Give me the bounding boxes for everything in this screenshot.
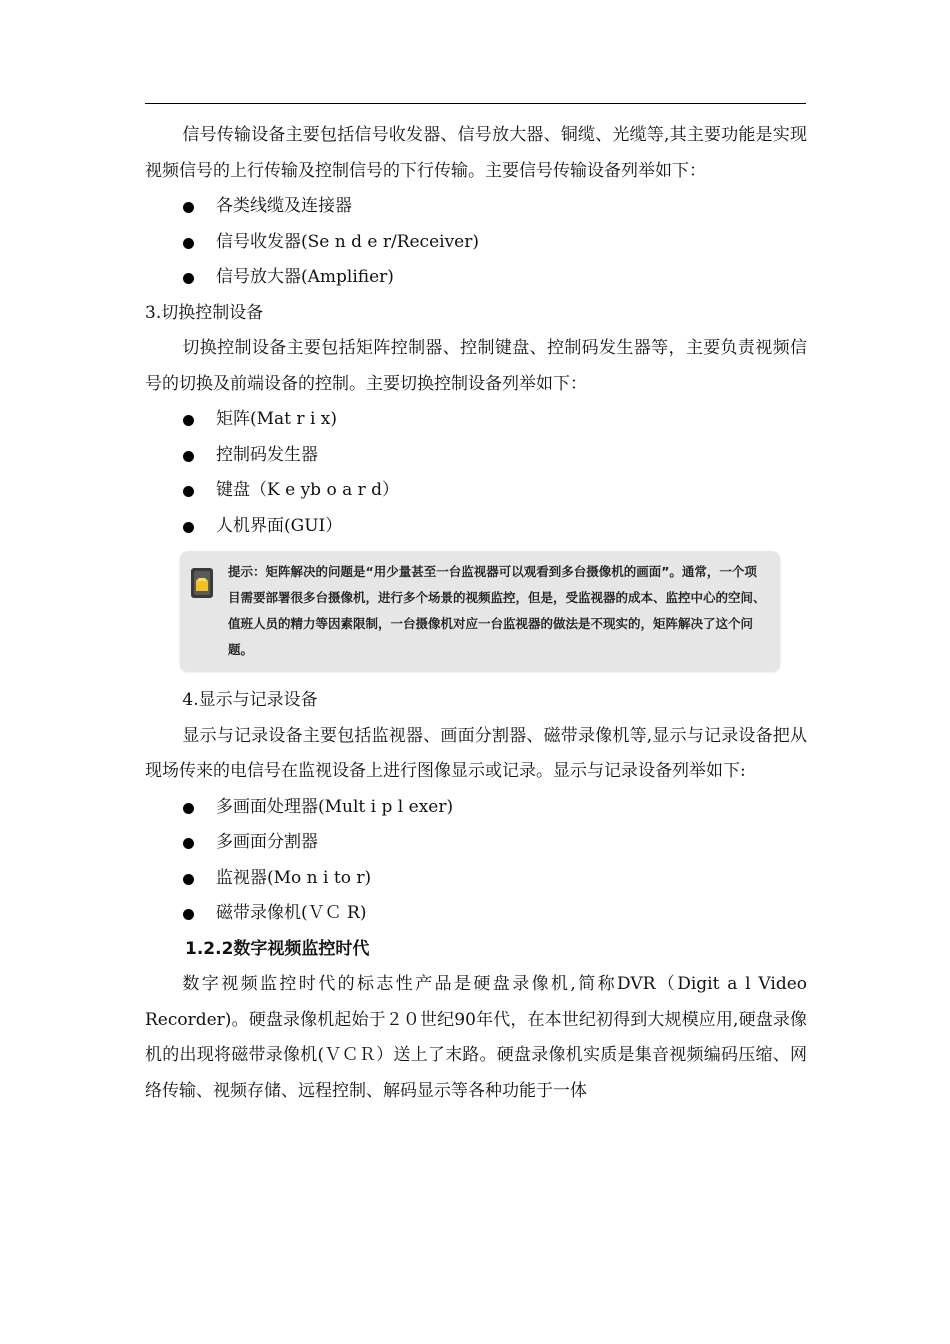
list-item: 控制码发生器 (145, 438, 807, 474)
bullet-icon (183, 522, 194, 533)
tip-note-icon (190, 567, 214, 599)
bullet-icon (183, 451, 194, 462)
section-122-heading: 1.2.2数字视频监控时代 (185, 938, 370, 959)
header-rule (145, 103, 806, 104)
list-item: 磁带录像机(ＶＣ R) (145, 896, 807, 932)
section-122-paragraph: 数字视频监控时代的标志性产品是硬盘录像机,简称DVR（Digit a l Video Recorder)。硬盘录像机起始于２０世纪90年代，在本世纪初得到大规模应用,硬盘录像机的出现将磁带录像机(ＶＣＲ）送上了末路。硬盘录像机实质是集音视频编码压缩、网络传输、视频存储、远程控制、解码显示等各种功能于一体 (145, 974, 807, 1101)
section3-heading: 3.切换控制设备 (145, 302, 264, 323)
list-item: 键盘（K e yb o a r d） (145, 473, 807, 509)
tip-box (180, 551, 780, 671)
list-item: 人机界面(GUI） (145, 509, 807, 545)
section4-paragraph: 显示与记录设备主要包括监视器、画面分割器、磁带录像机等,显示与记录设备把从现场传来的电信号在监视设备上进行图像显示或记录。显示与记录设备列举如下: (145, 725, 807, 781)
transmission-list (145, 189, 807, 296)
bullet-icon (183, 238, 194, 249)
bullet-icon (183, 415, 194, 426)
display-record-list (145, 790, 807, 932)
list-item: 各类线缆及连接器 (145, 189, 807, 225)
intro-paragraph: 信号传输设备主要包括信号收发器、信号放大器、铜缆、光缆等,其主要功能是实现视频信号的上行传输及控制信号的下行传输。主要信号传输设备列举如下： (145, 125, 807, 181)
switch-control-list (145, 402, 807, 544)
bullet-icon (183, 838, 194, 849)
list-item: 多画面处理器(Mult i p l exer) (145, 790, 807, 826)
list-item: 信号收发器(Se n d e r/Receiver) (145, 225, 807, 261)
bullet-icon (183, 486, 194, 497)
section4-heading: 4.显示与记录设备 (182, 690, 318, 710)
bullet-icon (183, 202, 194, 213)
list-item: 信号放大器(Amplifier) (145, 260, 807, 296)
list-item: 多画面分割器 (145, 825, 807, 861)
list-item: 矩阵(Mat r i x) (145, 402, 807, 438)
bullet-icon (183, 803, 194, 814)
bullet-icon (183, 909, 194, 920)
list-item: 监视器(Mo n i to r) (145, 861, 807, 897)
section3-paragraph: 切换控制设备主要包括矩阵控制器、控制键盘、控制码发生器等，主要负责视频信号的切换及前端设备的控制。主要切换控制设备列举如下： (145, 338, 807, 394)
bullet-icon (183, 273, 194, 284)
bullet-icon (183, 874, 194, 885)
tip-text: 提示：矩阵解决的问题是“用少量甚至一台监视器可以观看到多台摄像机的画面”。通常，一个项目需要部署很多台摄像机，进行多个场景的视频监控，但是，受监视器的成本、监控中心的空间、值班人员的精力等因素限制，一台摄像机对应一台监视器的做法是不现实的，矩阵解决了这个问题。 (228, 564, 766, 657)
document-body (145, 118, 807, 1109)
